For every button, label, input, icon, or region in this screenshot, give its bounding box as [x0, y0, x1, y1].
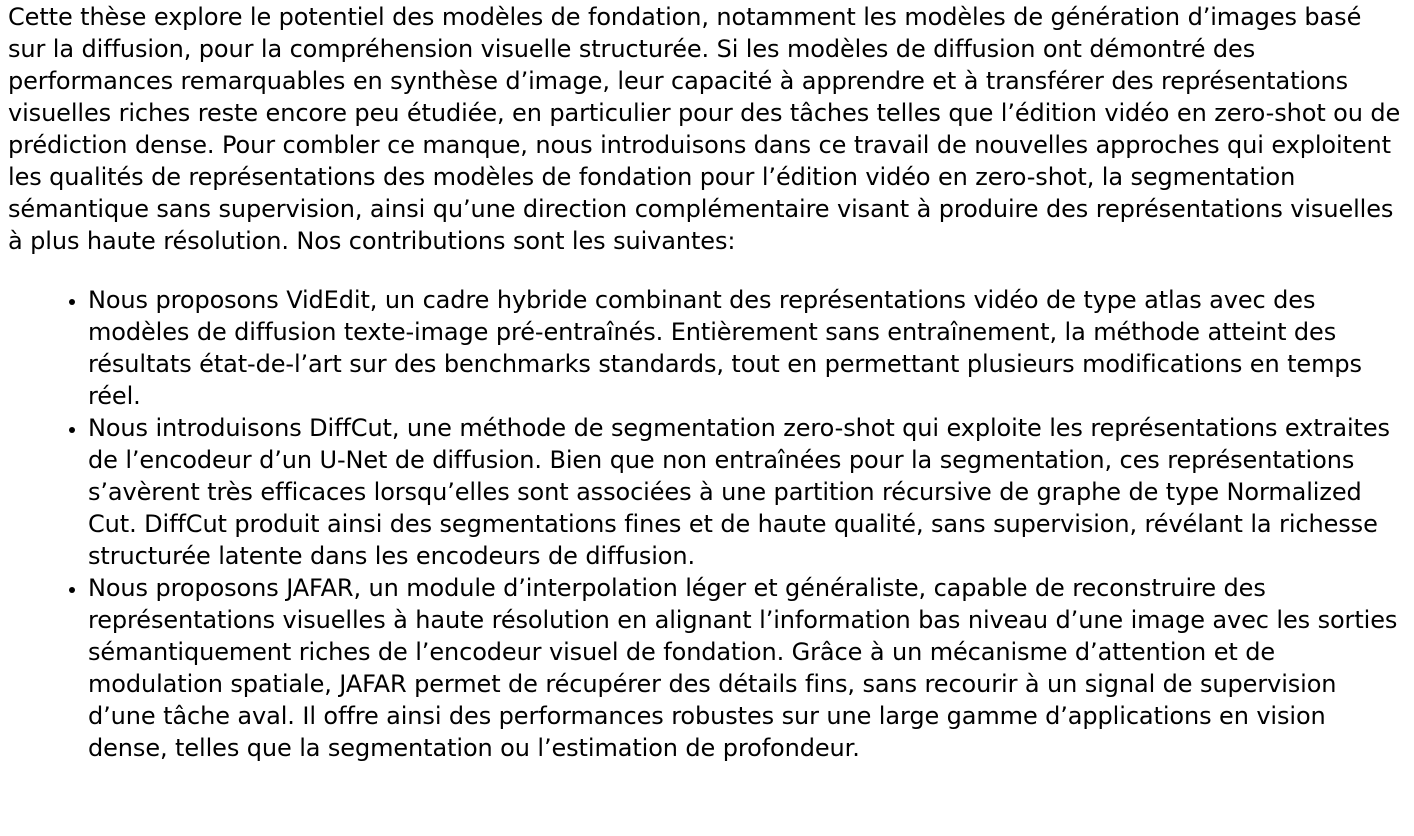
contribution-videdit: • Nous proposons VidEdit, un cadre hybride combinant des représentations vidéo de type atlas avec des modèles de diffusion texte-image pré-entraînés. Entièrement sans entraînement, la méthode atteint des résultats état-de-l’art sur des benchmarks standards, tout en permettant plusieurs modifications en temps réel. [88, 284, 1406, 412]
contribution-diffcut: • Nous introduisons DiffCut, une méthode de segmentation zero-shot qui exploite les représentations extraites de l’encodeur d’un U-Net de diffusion. Bien que non entraînées pour la segmentation, ces représentations s’avèrent très efficaces lorsqu’elles sont associées à une partition récursive de graphe de type Normalized Cut. DiffCut produit ainsi des segmentations fines et de haute qualité, sans supervision, révélant la richesse structurée latente dans les encodeurs de diffusion. [88, 412, 1406, 572]
intro-paragraph: Cette thèse explore le potentiel des modèles de fondation, notamment les modèles de génération d’images basé sur la diffusion, pour la compréhension visuelle structurée. Si les modèles de diffusion ont démontré des performances remarquables en synthèse d’image, leur capacité à apprendre et à transférer des représentations visuelles riches reste encore peu étudiée, en particulier pour des tâches telles que l’édition vidéo en zero-shot ou de prédiction dense. Pour combler ce manque, nous introduisons dans ce travail de nouvelles approches qui exploitent les qualités de représentations des modèles de fondation pour l’édition vidéo en zero-shot, la segmentation sémantique sans supervision, ainsi qu’une direction complémentaire visant à produire des représentations visuelles à plus haute résolution. Nos contributions sont les suivantes: [8, 3, 1401, 255]
contribution-jafar: • Nous proposons JAFAR, un module d’interpolation léger et généraliste, capable de reconstruire des représentations visuelles à haute résolution en alignant l’information bas niveau d’une image avec les sorties sémantiquement riches de l’encodeur visuel de fondation. Grâce à un mécanisme d’attention et de modulation spatiale, JAFAR permet de récupérer des détails fins, sans recourir à un signal de supervision d’une tâche aval. Il offre ainsi des performances robustes sur une large gamme d’applications en vision dense, telles que la segmentation ou l’estimation de profondeur. [88, 572, 1406, 764]
contributions-list [8, 284, 1406, 764]
